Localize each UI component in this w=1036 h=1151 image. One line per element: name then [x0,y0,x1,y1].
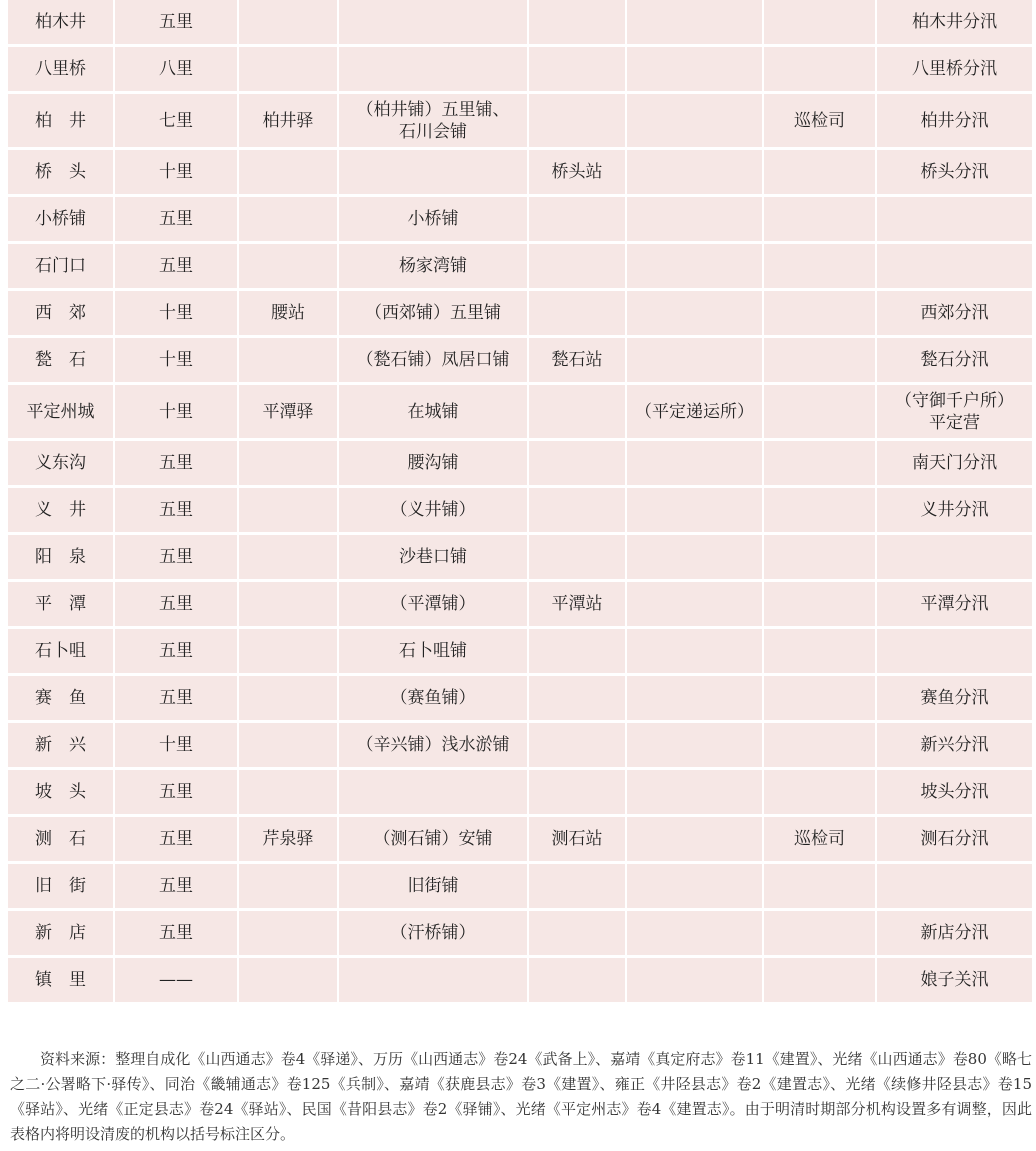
table-cell-transport-office [627,629,764,676]
table-row [8,94,1032,150]
table-body [8,0,1032,1005]
table-row [8,676,1032,723]
table-row [8,629,1032,676]
source-footnote: 资料来源：整理自成化《山西通志》卷4《驿递》、万历《山西通志》卷24《武备上》、嘉靖《真定府志》卷11《建置》、光绪《山西通志》卷80《略七之二·公署略下·驿传》、同治《畿辅通志》卷125《兵制》、嘉靖《获鹿县志》卷3《建置》、雍正《井陉县志》卷2《建置志》、光绪《续修井陉县志》卷15《驿站》、光绪《正定县志》卷24《驿站》、民国《昔阳县志》卷2《驿铺》、光绪《平定州志》卷4《建置志》。由于明清时期部分机构设置多有调整，因此表格内将明设清废的机构以括号标注区分。 [10,1050,1032,1143]
table-cell-courier-post: 在城铺 [339,385,529,441]
table-cell-post-station: 平潭驿 [239,385,339,441]
table-cell-garrison: （守御千户所） 平定营 [877,385,1032,441]
table-cell-courier-post: （义井铺） [339,488,529,535]
table-cell-courier-post [339,0,529,47]
table-cell-courier-post [339,958,529,1005]
table-cell-post-station [239,441,339,488]
table-cell-post-station [239,582,339,629]
table-cell-patrol-office [764,441,877,488]
table-cell-garrison: 平潭分汛 [877,582,1032,629]
table-cell-place-name: 坡 头 [8,770,115,817]
table-cell-transport-office [627,291,764,338]
table-cell-transport-office [627,150,764,197]
table-cell-distance: 五里 [115,817,239,864]
table-row [8,197,1032,244]
table-cell-patrol-office [764,629,877,676]
table-cell-garrison [877,629,1032,676]
table-cell-distance: 十里 [115,338,239,385]
table-row [8,338,1032,385]
table-cell-garrison: 柏井分汛 [877,94,1032,150]
table-cell-place-name: 柏木井 [8,0,115,47]
table-cell-post-station [239,0,339,47]
table-cell-distance: 五里 [115,244,239,291]
table-cell-relay-station [529,911,627,958]
table-cell-distance: 七里 [115,94,239,150]
table-cell-courier-post: （柏井铺）五里铺、 石川会铺 [339,94,529,150]
table-cell-distance: 五里 [115,488,239,535]
table-cell-relay-station [529,441,627,488]
table-cell-relay-station [529,488,627,535]
table-cell-relay-station [529,47,627,94]
table-cell-place-name: 小桥铺 [8,197,115,244]
table-cell-relay-station: 测石站 [529,817,627,864]
table-cell-garrison: 新兴分汛 [877,723,1032,770]
table-cell-distance: 五里 [115,582,239,629]
table-cell-transport-office: （平定递运所） [627,385,764,441]
table-cell-place-name: 义 井 [8,488,115,535]
table-cell-post-station [239,244,339,291]
table-cell-transport-office [627,244,764,291]
table-row [8,47,1032,94]
table-cell-patrol-office [764,723,877,770]
table-cell-garrison [877,244,1032,291]
table-cell-place-name: 石卜咀 [8,629,115,676]
table-cell-place-name: 赛 鱼 [8,676,115,723]
table-cell-garrison: 赛鱼分汛 [877,676,1032,723]
table-cell-garrison [877,535,1032,582]
table-cell-transport-office [627,723,764,770]
table-cell-transport-office [627,47,764,94]
table-cell-patrol-office [764,911,877,958]
table-cell-garrison: 坡头分汛 [877,770,1032,817]
table-cell-post-station [239,723,339,770]
table-cell-transport-office [627,441,764,488]
table-row [8,385,1032,441]
table-cell-distance: 五里 [115,0,239,47]
table-cell-relay-station [529,244,627,291]
table-cell-patrol-office [764,0,877,47]
table-row [8,770,1032,817]
table-cell-relay-station [529,770,627,817]
table-cell-courier-post [339,47,529,94]
table-cell-post-station [239,864,339,911]
table-cell-distance: 五里 [115,770,239,817]
table-cell-post-station [239,911,339,958]
table-cell-post-station [239,535,339,582]
table-cell-garrison: 柏木井分汛 [877,0,1032,47]
table-cell-transport-office [627,770,764,817]
table-cell-place-name: 八里桥 [8,47,115,94]
table-cell-distance: 五里 [115,864,239,911]
table-row [8,291,1032,338]
table-cell-distance: —— [115,958,239,1005]
table-cell-place-name: 柏 井 [8,94,115,150]
table-cell-courier-post: （平潭铺） [339,582,529,629]
table-cell-courier-post: 石卜咀铺 [339,629,529,676]
table-cell-courier-post: （测石铺）安铺 [339,817,529,864]
table-cell-courier-post: 小桥铺 [339,197,529,244]
table-cell-garrison [877,197,1032,244]
table-cell-distance: 五里 [115,535,239,582]
table-cell-patrol-office [764,291,877,338]
table-cell-garrison: 测石分汛 [877,817,1032,864]
table-row [8,488,1032,535]
table-cell-distance: 十里 [115,385,239,441]
table-cell-courier-post: （西郊铺）五里铺 [339,291,529,338]
table-cell-garrison: 南天门分汛 [877,441,1032,488]
table-cell-relay-station [529,0,627,47]
table-row [8,582,1032,629]
table-cell-transport-office [627,94,764,150]
table-row [8,723,1032,770]
table-cell-patrol-office [764,488,877,535]
table-cell-distance: 五里 [115,629,239,676]
table-cell-relay-station [529,676,627,723]
table-cell-transport-office [627,197,764,244]
table-row [8,911,1032,958]
table-cell-relay-station: 桥头站 [529,150,627,197]
table-cell-distance: 五里 [115,676,239,723]
table-cell-garrison: 八里桥分汛 [877,47,1032,94]
table-cell-garrison: 新店分汛 [877,911,1032,958]
table-cell-courier-post: 杨家湾铺 [339,244,529,291]
table-cell-patrol-office [764,385,877,441]
table-cell-transport-office [627,582,764,629]
table-cell-relay-station [529,629,627,676]
table-cell-distance: 五里 [115,197,239,244]
table-cell-transport-office [627,0,764,47]
table-cell-place-name: 新 兴 [8,723,115,770]
table-cell-garrison: 甃石分汛 [877,338,1032,385]
table-row [8,817,1032,864]
table-cell-distance: 五里 [115,441,239,488]
table-row [8,244,1032,291]
table-cell-courier-post: （辛兴铺）浅水淤铺 [339,723,529,770]
table-cell-relay-station [529,197,627,244]
table-cell-garrison: 娘子关汛 [877,958,1032,1005]
table-cell-courier-post: （赛鱼铺） [339,676,529,723]
table-cell-distance: 五里 [115,911,239,958]
table-cell-post-station [239,197,339,244]
table-cell-place-name: 西 郊 [8,291,115,338]
table-cell-courier-post: 旧街铺 [339,864,529,911]
table-row [8,0,1032,47]
table-cell-patrol-office [764,338,877,385]
table-cell-post-station: 芹泉驿 [239,817,339,864]
table-cell-place-name: 平定州城 [8,385,115,441]
table-cell-place-name: 测 石 [8,817,115,864]
table-cell-post-station [239,488,339,535]
table-cell-transport-office [627,958,764,1005]
table-cell-relay-station: 甃石站 [529,338,627,385]
table-cell-relay-station [529,385,627,441]
table-cell-post-station [239,770,339,817]
table-cell-post-station [239,629,339,676]
table-row [8,958,1032,1005]
table-row [8,150,1032,197]
table-cell-relay-station [529,958,627,1005]
table-cell-garrison: 西郊分汛 [877,291,1032,338]
table-cell-distance: 十里 [115,150,239,197]
table-cell-patrol-office [764,864,877,911]
table-cell-garrison [877,864,1032,911]
table-cell-place-name: 平 潭 [8,582,115,629]
table-cell-post-station [239,47,339,94]
table-cell-post-station [239,338,339,385]
table-cell-relay-station [529,94,627,150]
table-cell-place-name: 旧 街 [8,864,115,911]
table-row [8,441,1032,488]
table-cell-post-station [239,150,339,197]
table-cell-transport-office [627,338,764,385]
table-cell-place-name: 桥 头 [8,150,115,197]
table-row [8,864,1032,911]
table-cell-courier-post: （汗桥铺） [339,911,529,958]
table-cell-relay-station [529,535,627,582]
table-cell-courier-post [339,150,529,197]
table-cell-relay-station: 平潭站 [529,582,627,629]
table-cell-transport-office [627,911,764,958]
table-cell-patrol-office: 巡检司 [764,94,877,150]
table-cell-post-station [239,958,339,1005]
table-cell-distance: 十里 [115,723,239,770]
table-cell-patrol-office [764,244,877,291]
table-row [8,535,1032,582]
table-cell-garrison: 义井分汛 [877,488,1032,535]
table-cell-place-name: 阳 泉 [8,535,115,582]
table-cell-patrol-office [764,150,877,197]
table-cell-distance: 十里 [115,291,239,338]
table-cell-patrol-office [764,770,877,817]
table-cell-transport-office [627,864,764,911]
table-cell-place-name: 镇 里 [8,958,115,1005]
table-cell-transport-office [627,535,764,582]
table-cell-patrol-office: 巡检司 [764,817,877,864]
table-cell-place-name: 义东沟 [8,441,115,488]
table-cell-distance: 八里 [115,47,239,94]
table-cell-place-name: 新 店 [8,911,115,958]
table-cell-transport-office [627,817,764,864]
table-cell-place-name: 甃 石 [8,338,115,385]
table-cell-patrol-office [764,47,877,94]
table-cell-courier-post: （甃石铺）凤居口铺 [339,338,529,385]
table-cell-post-station [239,676,339,723]
table-cell-patrol-office [764,582,877,629]
table-cell-patrol-office [764,676,877,723]
table-cell-relay-station [529,291,627,338]
table-cell-garrison: 桥头分汛 [877,150,1032,197]
route-table [8,0,1032,1005]
table-cell-courier-post: 腰沟铺 [339,441,529,488]
table-cell-transport-office [627,488,764,535]
table-cell-post-station: 柏井驿 [239,94,339,150]
table-cell-courier-post: 沙巷口铺 [339,535,529,582]
table-cell-patrol-office [764,535,877,582]
table-cell-patrol-office [764,958,877,1005]
table-cell-place-name: 石门口 [8,244,115,291]
table-cell-courier-post [339,770,529,817]
table-cell-patrol-office [764,197,877,244]
table-cell-relay-station [529,864,627,911]
table-cell-transport-office [627,676,764,723]
table-cell-post-station: 腰站 [239,291,339,338]
table-cell-relay-station [529,723,627,770]
